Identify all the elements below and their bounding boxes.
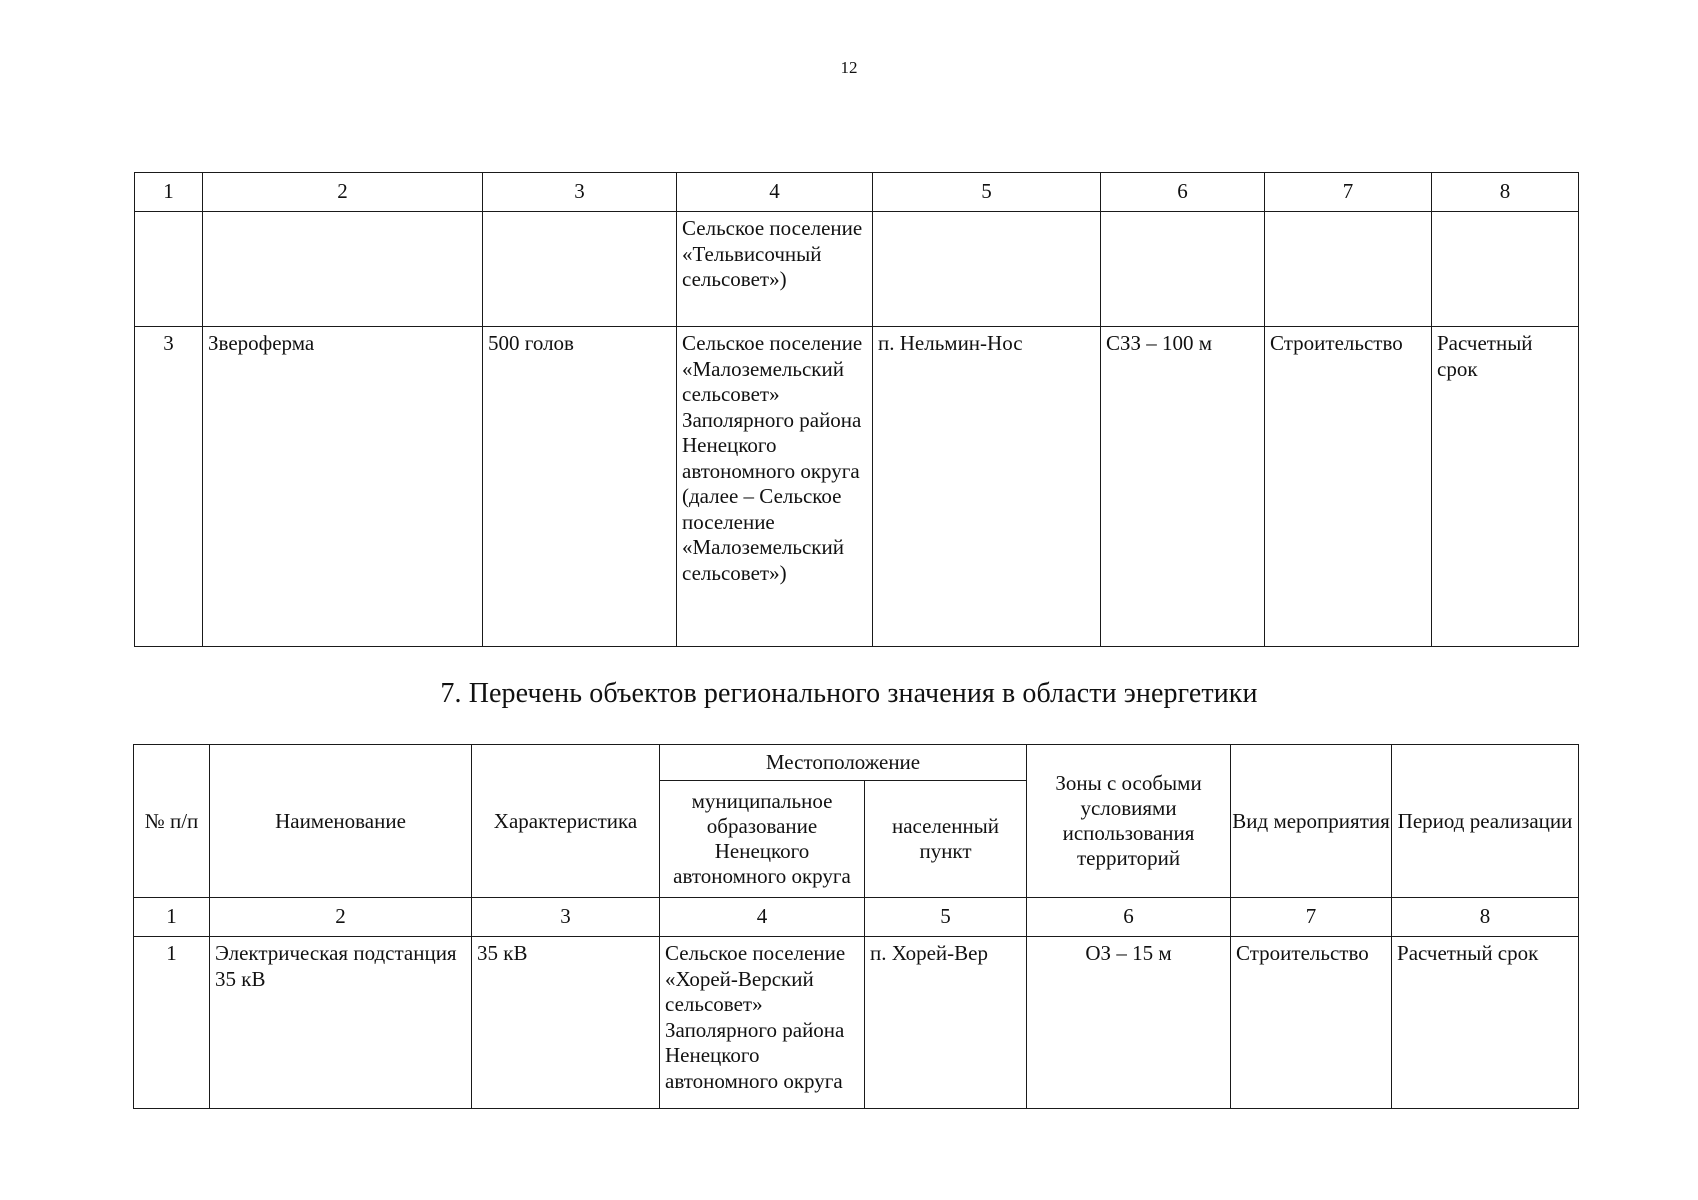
table-row (135, 327, 1579, 647)
zones-cell: СЗЗ – 100 м (1101, 327, 1265, 647)
column-number: 2 (203, 173, 483, 212)
header-settlement: населенный пункт (865, 781, 1027, 898)
column-number: 4 (677, 173, 873, 212)
action-cell: Строительство (1265, 327, 1432, 647)
name-cell: Звероферма (203, 327, 483, 647)
column-number: 2 (210, 898, 472, 937)
column-number: 1 (134, 898, 210, 937)
header-location: Местоположение (660, 745, 1027, 781)
settlement-cell: п. Нельмин-Нос (873, 327, 1101, 647)
column-number: 8 (1392, 898, 1579, 937)
municipality-cell: Сельское поселение «Малоземельский сельсовет» Заполярного района Ненецкого автономного округа (далее – Сельское поселение «Малоземельский сельсовет») (677, 327, 873, 647)
table-row (134, 937, 1579, 1109)
empty-cell (1101, 212, 1265, 327)
empty-cell (203, 212, 483, 327)
page-number: 12 (840, 58, 858, 77)
action-cell: Строительство (1231, 937, 1392, 1109)
header-characteristic: Характеристика (472, 745, 660, 898)
header-action: Вид мероприятия (1231, 745, 1392, 898)
header-num: № п/п (134, 745, 210, 898)
row-number-cell: 1 (134, 937, 210, 1109)
empty-cell (135, 212, 203, 327)
column-number-row (134, 898, 1579, 937)
column-number: 8 (1432, 173, 1579, 212)
empty-cell (873, 212, 1101, 327)
characteristic-cell: 500 голов (483, 327, 677, 647)
settlement-cell: п. Хорей-Вер (865, 937, 1027, 1109)
column-number: 3 (483, 173, 677, 212)
energy-objects-table (133, 744, 1579, 1109)
column-number: 7 (1265, 173, 1432, 212)
column-number: 4 (660, 898, 865, 937)
empty-cell (1265, 212, 1432, 327)
column-number-row (135, 173, 1579, 212)
column-number: 5 (873, 173, 1101, 212)
row-number-cell: 3 (135, 327, 203, 647)
header-zones: Зоны с особыми условиями использования территорий (1027, 745, 1231, 898)
header-municipality: муниципальное образование Ненецкого автономного округа (660, 781, 865, 898)
zones-cell: ОЗ – 15 м (1027, 937, 1231, 1109)
column-number: 1 (135, 173, 203, 212)
municipality-cell: Сельское поселение «Хорей-Верский сельсовет» Заполярного района Ненецкого автономного округа (660, 937, 865, 1109)
characteristic-cell: 35 кВ (472, 937, 660, 1109)
empty-cell (1432, 212, 1579, 327)
objects-table-continued (134, 172, 1579, 647)
empty-cell (483, 212, 677, 327)
period-cell: Расчетный срок (1432, 327, 1579, 647)
column-number: 6 (1101, 173, 1265, 212)
header-name: Наименование (210, 745, 472, 898)
table-row-continuation (135, 212, 1579, 327)
section-title: 7. Перечень объектов регионального значения в области энергетики (440, 678, 1258, 709)
municipality-cell: Сельское поселение «Тельвисочный сельсовет») (677, 212, 873, 327)
header-row (134, 745, 1579, 781)
column-number: 6 (1027, 898, 1231, 937)
header-period: Период реализации (1392, 745, 1579, 898)
column-number: 5 (865, 898, 1027, 937)
column-number: 3 (472, 898, 660, 937)
period-cell: Расчетный срок (1392, 937, 1579, 1109)
name-cell: Электрическая подстанция 35 кВ (210, 937, 472, 1109)
column-number: 7 (1231, 898, 1392, 937)
